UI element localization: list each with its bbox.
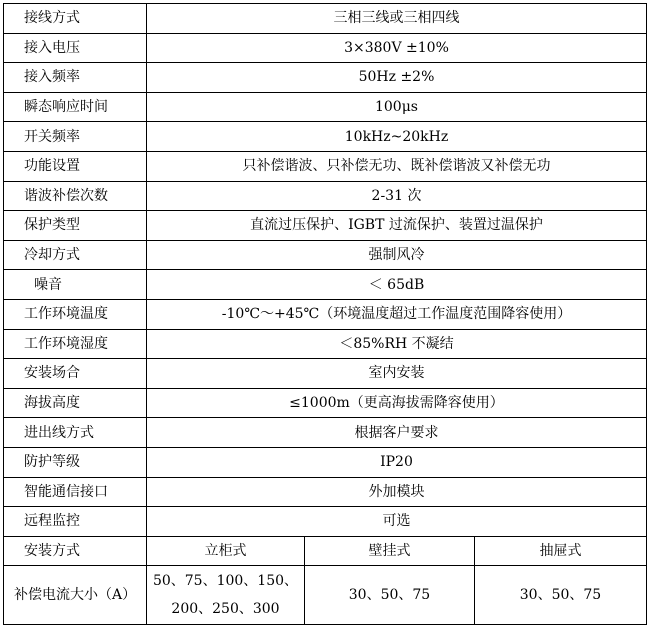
install-type-cabinet: 立柜式 xyxy=(147,536,305,566)
row-value: 10kHz~20kHz xyxy=(147,122,647,152)
install-type-row xyxy=(4,536,647,566)
row-label: 防护等级 xyxy=(4,447,147,477)
compensation-current-row xyxy=(4,566,647,625)
table-row xyxy=(4,447,647,477)
install-type-drawer: 抽屉式 xyxy=(475,536,647,566)
row-label: 瞬态响应时间 xyxy=(4,92,147,122)
row-value: ＜ 65dB xyxy=(147,270,647,300)
table-row xyxy=(4,33,647,63)
row-label: 保护类型 xyxy=(4,211,147,241)
table-row xyxy=(4,4,647,34)
row-label: 智能通信接口 xyxy=(4,477,147,507)
compensation-current-wall: 30、50、75 xyxy=(305,566,475,625)
spec-table xyxy=(3,3,647,625)
row-value: 只补偿谐波、只补偿无功、既补偿谐波又补偿无功 xyxy=(147,151,647,181)
row-value: 3×380V ±10% xyxy=(147,33,647,63)
row-label: 海拔高度 xyxy=(4,388,147,418)
row-label: 接线方式 xyxy=(4,4,147,34)
row-value: IP20 xyxy=(147,447,647,477)
row-label: 开关频率 xyxy=(4,122,147,152)
table-row xyxy=(4,63,647,93)
table-row xyxy=(4,211,647,241)
table-row xyxy=(4,299,647,329)
row-value: 强制风冷 xyxy=(147,240,647,270)
compensation-current-drawer: 30、50、75 xyxy=(475,566,647,625)
row-value: -10℃～+45℃（环境温度超过工作温度范围降容使用） xyxy=(147,299,647,329)
row-label: 噪音 xyxy=(4,270,147,300)
row-value: 100μs xyxy=(147,92,647,122)
table-row xyxy=(4,240,647,270)
compensation-current-label: 补偿电流大小（A） xyxy=(4,566,147,625)
row-value: 根据客户要求 xyxy=(147,418,647,448)
row-value: 室内安装 xyxy=(147,359,647,389)
row-label: 功能设置 xyxy=(4,151,147,181)
table-row xyxy=(4,329,647,359)
row-value: ≤1000m（更高海拔需降容使用） xyxy=(147,388,647,418)
row-value: 50Hz ±2% xyxy=(147,63,647,93)
row-label: 接入电压 xyxy=(4,33,147,63)
row-label: 工作环境湿度 xyxy=(4,329,147,359)
row-value: ＜85%RH 不凝结 xyxy=(147,329,647,359)
row-value: 直流过压保护、IGBT 过流保护、装置过温保护 xyxy=(147,211,647,241)
table-row xyxy=(4,418,647,448)
table-row xyxy=(4,151,647,181)
table-row xyxy=(4,477,647,507)
row-label: 工作环境温度 xyxy=(4,299,147,329)
row-label: 安装场合 xyxy=(4,359,147,389)
table-row xyxy=(4,270,647,300)
row-label: 远程监控 xyxy=(4,507,147,537)
install-type-label: 安装方式 xyxy=(4,536,147,566)
table-row xyxy=(4,122,647,152)
table-row xyxy=(4,181,647,211)
compensation-current-cabinet: 50、75、100、150、200、250、300 xyxy=(147,566,305,625)
row-value: 2-31 次 xyxy=(147,181,647,211)
table-row xyxy=(4,359,647,389)
row-value: 三相三线或三相四线 xyxy=(147,4,647,34)
row-label: 冷却方式 xyxy=(4,240,147,270)
table-row xyxy=(4,388,647,418)
row-label: 进出线方式 xyxy=(4,418,147,448)
install-type-wall: 壁挂式 xyxy=(305,536,475,566)
row-label: 接入频率 xyxy=(4,63,147,93)
row-value: 可选 xyxy=(147,507,647,537)
row-value: 外加模块 xyxy=(147,477,647,507)
table-row xyxy=(4,92,647,122)
table-row xyxy=(4,507,647,537)
row-label: 谐波补偿次数 xyxy=(4,181,147,211)
